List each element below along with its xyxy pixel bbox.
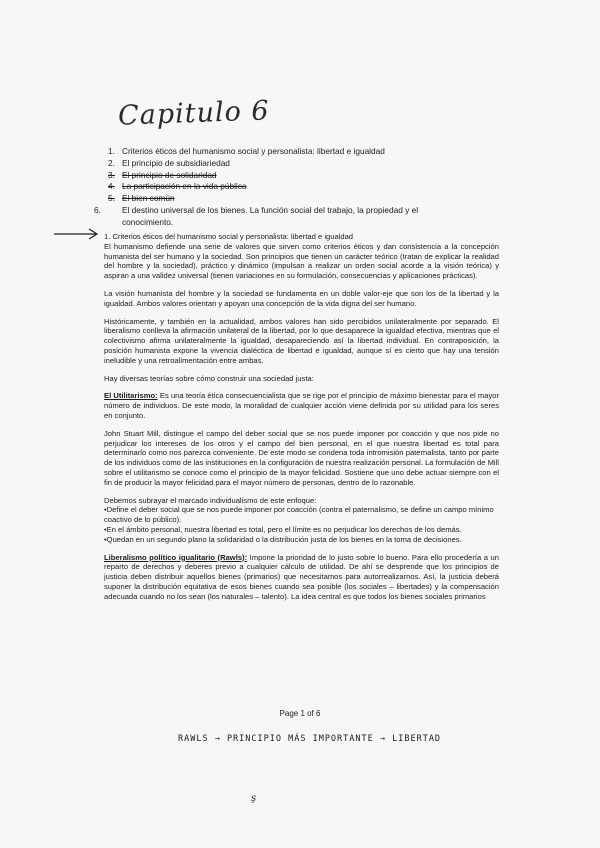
section-heading: 1. Criterios éticos del humanismo social y personalista: libertad e igualdad: [104, 232, 354, 241]
bullet-list: [104, 505, 499, 544]
document-body: [104, 232, 499, 610]
paragraph: Históricamente, y también en la actualidad, ambos valores han sido percibidos unilateralmente por separado. El liberalismo conlleva la afirmación unilateral de la libertad, por lo que desaparece la igualdad efectiva, mientras que el colectivismo afirma unilateralmente la igualdad, desapareciendo así la libertad individual. En contraposición, la posición humanista expone la vivencia dialéctica de libertad e igualdad, aunque sí es cierto que hay una tensión ineludible y una retroalimentación entre ambas.: [104, 316, 499, 365]
paragraph: Hay diversas teorías sobre cómo construir una sociedad justa:: [104, 373, 314, 383]
paragraph: John Stuart Mill, distingue el campo del deber social que se nos puede imponer por coacción y que nos pide no perjudicar los intereses de los otros y el campo del bien personal, en el que nuestra libertad es total para determinarlo como nos parezca conveniente. De este modo se condena toda intromisión paternalista, tanto por parte de los individuos como de las instituciones en la configuración de nuestra realización personal. La formulación de Mill sobre el utilitarismo se conoce como el principio de la mayor felicidad. Sostiene que uno debe actuar siempre con el fin de producir la mayor felicidad para el mayor número de personas, dentro de lo razonable.: [104, 428, 499, 487]
outline-item: 4. La participación en la vida pública: [108, 181, 247, 192]
paragraph: Debemos subrayar el marcado individualismo de este enfoque:: [104, 495, 317, 505]
list-item: •En el ámbito personal, nuestra libertad es total, pero el límite es no perjudicar los derechos de los demás.: [104, 524, 462, 534]
paragraph: El humanismo defiende una serie de valores que sirven como criterios éticos y dan consistencia a la concepción humanista del ser humano y la sociedad. Son principios que tienen un carácter teórico (tratan de explicar la realidad del hombre y la sociedad), práctico y dinámico (impulsan a realizar un orden social acorde a la visión teórica) y aspiran a una validez universal (tienen variaciones en su formulación, consecuencias y aplicaciones prácticas).: [104, 241, 499, 281]
outline-item: 5. El bien común: [108, 193, 175, 204]
handwritten-note: RAWLS → PRINCIPIO MÁS IMPORTANTE → LIBERTAD: [178, 734, 442, 744]
paragraph: El Utilitarismo: Es una teoría ética consecuencialista que se rige por el principio de máximo bienestar para el mayor número de individuos. De este modo, la moralidad de cualquier acción viene definida por su utilidad para los seres en conjunto.: [104, 391, 499, 420]
rawls-label: Liberalismo político igualitario (Rawls):: [104, 552, 248, 562]
paragraph: La visión humanista del hombre y la sociedad se fundamenta en un doble valor-eje que son los de la libertad y la igualdad. Ambos valores orientan y apoyan una concepción de la vida digna del ser humano.: [104, 288, 499, 308]
outline-item: 2. El principio de subsidiariedad: [108, 157, 230, 168]
paragraph: Liberalismo político igualitario (Rawls): Impone la prioridad de lo justo sobre lo bueno. Para ello procedería a un reparto de derechos y deberes previo a cualquier cálculo de utilidad. De ahí se desprende que los principios de justicia deben distribuir aquellos bienes (primarios) que necesitamos para autorrealizarnos. Así, la justicia deberá suponer la distribución equitativa de esos bienes cuando sea posible (los sociales – libertades) y la compensación adecuada cuando no los sean (los naturales – talento). La idea central es que todos los bienes sociales primarios: [104, 552, 499, 601]
outline-item: 6. El destino universal de los bienes. La función social del trabajo, la propiedad y el conocimiento.: [94, 204, 419, 227]
list-item: •Define el deber social que se nos puede imponer por coacción (contra el paternalismo, se define un campo mínimo coactivo de lo público).: [104, 505, 494, 525]
utilitarianism-label: El Utilitarismo:: [104, 391, 158, 401]
outline-item: 3. El principio de solidaridad: [108, 169, 217, 180]
handwritten-mark: ş: [251, 793, 257, 804]
chapter-outline: [94, 146, 458, 229]
handwritten-chapter-title: Capitulo 6: [117, 95, 271, 132]
outline-item: 1. Criterios éticos del humanismo social y personalista: libertad e igualdad: [108, 146, 385, 156]
list-item: •Quedan en un segundo plano la solidaridad o la distribución justa de los bienes en la toma de decisiones.: [104, 534, 462, 544]
page-number: Page 1 of 6: [279, 709, 321, 718]
handwritten-arrow-icon: [52, 226, 102, 242]
